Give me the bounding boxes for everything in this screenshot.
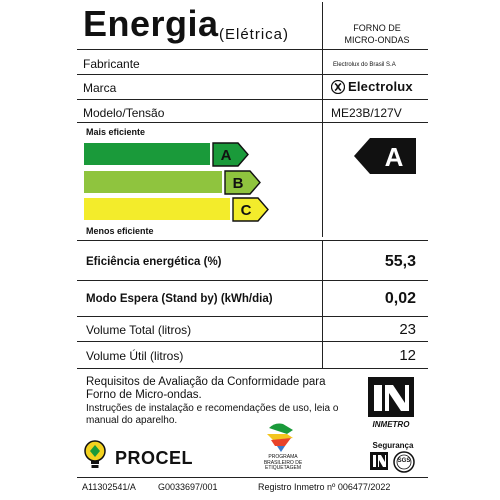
seguranca-label: Segurança	[372, 441, 414, 450]
instr-line2: manual do aparelho.	[86, 415, 178, 426]
bar-c	[84, 198, 230, 220]
divider-h4	[77, 122, 428, 123]
product-type	[327, 22, 427, 46]
procel-bulb-icon	[83, 440, 107, 470]
metric-volume-util-value: 12	[399, 347, 416, 364]
metric-efficiency-label: Eficiência energética (%)	[86, 256, 222, 268]
bottom-efficiency-label: Menos eficiente	[86, 226, 154, 236]
divider-bottom	[77, 477, 428, 478]
modelo-label: Modelo/Tensão	[83, 106, 165, 120]
divider-h6	[77, 280, 428, 281]
security-inmetro-icon	[370, 452, 388, 470]
bar-b-letter: B	[232, 175, 244, 192]
requirements-text	[86, 376, 358, 402]
code-2: G0033697/001	[158, 482, 218, 492]
marca-value: Electrolux	[348, 79, 413, 94]
instructions-text	[86, 403, 361, 427]
brand-logo	[331, 79, 413, 94]
divider-vertical-metrics	[322, 240, 323, 368]
bar-a-letter: A	[220, 147, 232, 164]
modelo-value: ME23B/127V	[331, 106, 402, 120]
instr-line1: Instruções de instalação e recomendações de uso, leia o	[86, 403, 339, 414]
metric-standby-value: 0,02	[384, 290, 416, 307]
divider-h2	[77, 74, 428, 75]
divider-h7	[77, 316, 428, 317]
top-efficiency-label: Mais eficiente	[86, 127, 146, 137]
label-subtitle: (Elétrica)	[219, 26, 290, 43]
metric-volume-util-label: Volume Útil (litros)	[86, 349, 184, 363]
divider-vertical-top	[322, 2, 323, 237]
electrolux-icon	[331, 80, 345, 94]
inmetro-logo	[368, 377, 414, 425]
metric-volume-total-value: 23	[399, 321, 416, 338]
pbe-line2: BRASILEIRO DE	[263, 459, 303, 466]
divider-h9	[77, 368, 428, 369]
bar-b-arrow	[224, 170, 262, 195]
pbe-line3: ETIQUETAGEM	[264, 465, 302, 471]
label-title: Energia	[83, 3, 219, 44]
product-line1: FORNO DE	[353, 23, 401, 33]
fabricante-value: Electrolux do Brasil S.A	[333, 62, 396, 68]
divider-h5	[77, 240, 428, 241]
bar-b	[84, 171, 222, 193]
bar-c-arrow	[232, 197, 270, 222]
metric-standby-label: Modo Espera (Stand by) (kWh/dia)	[86, 293, 273, 305]
bar-c-letter: C	[240, 202, 252, 219]
code-1: A11302541/A	[82, 482, 136, 492]
bar-a-arrow	[212, 142, 250, 167]
marca-label: Marca	[83, 81, 117, 95]
sgs-label: SGS	[397, 458, 411, 464]
divider-h1	[77, 49, 428, 50]
divider-h8	[77, 341, 428, 342]
fabricante-label: Fabricante	[83, 57, 140, 71]
inmetro-label: INMETRO	[372, 420, 410, 429]
rating-indicator	[354, 138, 416, 174]
pbe-text	[250, 455, 316, 472]
req-line1: Requisitos de Avaliação da Conformidade para	[86, 376, 326, 388]
metric-efficiency-value: 55,3	[384, 253, 416, 270]
req-line2: Forno de Micro-ondas.	[86, 389, 202, 401]
metric-volume-total-label: Volume Total (litros)	[86, 323, 192, 337]
divider-h3	[77, 99, 428, 100]
pbe-logo-icon	[263, 420, 303, 454]
procel-label: PROCEL	[115, 448, 194, 468]
pbe-line1: PROGRAMA	[268, 454, 298, 460]
bar-a	[84, 143, 210, 165]
registro-inmetro: Registro Inmetro nº 006477/2022	[258, 482, 391, 492]
product-line2: MICRO-ONDAS	[344, 35, 410, 45]
rating-letter: A	[384, 142, 404, 172]
